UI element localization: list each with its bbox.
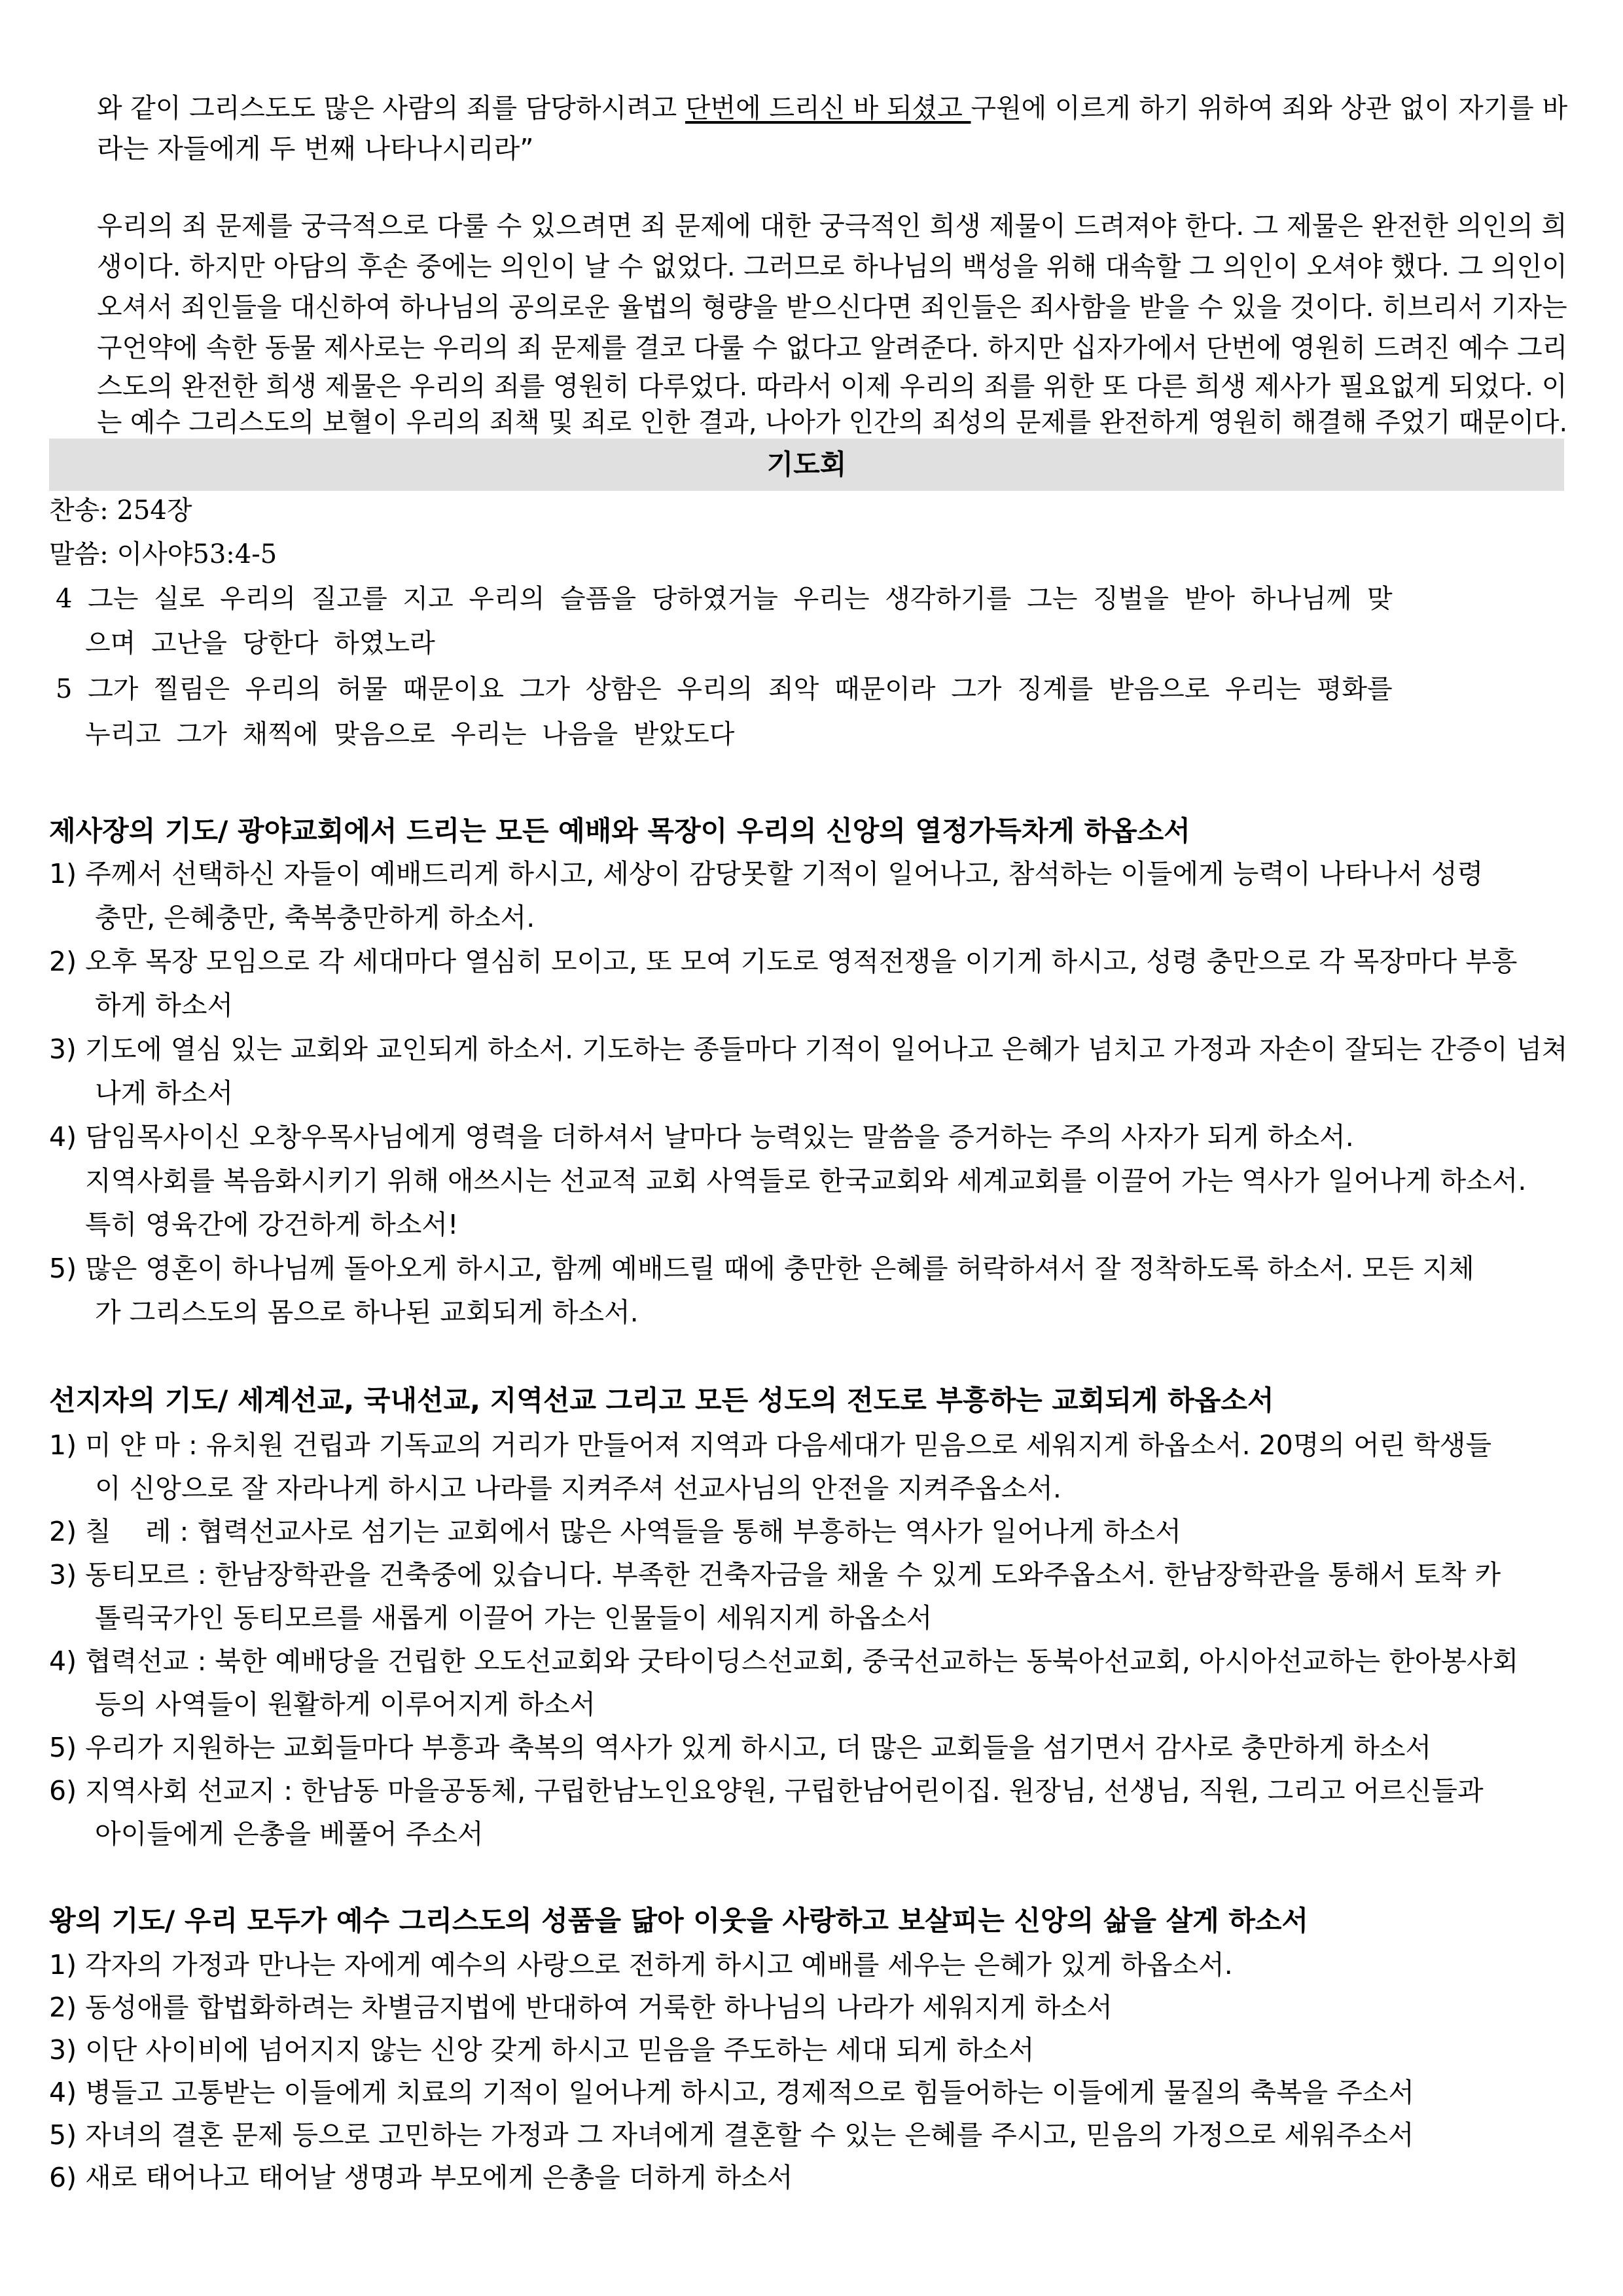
list-item: 4) 협력선교 : 북한 예배당을 건립한 오도선교회와 굿타이딩스선교회, 중국선교하는 동북아선교회, 아시아선교하는 한아봉사회: [49, 1645, 1519, 1677]
list-item: 나게 하소서: [95, 1077, 234, 1109]
verse-line: 누리고 그가 채찍에 맞음으로 우리는 나음을 받았도다: [85, 719, 735, 749]
list-item: 1) 각자의 가정과 만나는 자에게 예수의 사랑으로 전하게 하시고 예배를 세우는 은혜가 있게 하옵소서.: [49, 1949, 1233, 1981]
verse-line: 으며 고난을 당한다 하였노라: [85, 628, 435, 658]
list-item: 4) 병들고 고통받는 이들에게 치료의 기적이 일어나게 하시고, 경제적으로 힘들어하는 이들에게 물질의 축복을 주소서: [49, 2077, 1415, 2108]
list-item: 5) 많은 영혼이 하나님께 돌아오게 하시고, 함께 예배드릴 때에 충만한 은혜를 허락하셔서 잘 정착하도록 하소서. 모든 지체: [49, 1253, 1474, 1284]
scripture-reference: 말씀: 이사야53:4-5: [49, 539, 277, 569]
paragraph-line: 구언약에 속한 동물 제사로는 우리의 죄 문제를 결코 다룰 수 없다고 알려준다. 하지만 십자가에서 단번에 영원히 드려진 예수 그리: [97, 332, 1568, 363]
paragraph-line: 오셔서 죄인들을 대신하여 하나님의 공의로운 율법의 형량을 받으신다면 죄인들은 죄사함을 받을 수 있을 것이다. 히브리서 기자는: [97, 291, 1567, 323]
list-item: 지역사회를 복음화시키기 위해 애쓰시는 선교적 교회 사역들로 한국교회와 세계교회를 이끌어 가는 역사가 일어나게 하소서.: [85, 1165, 1527, 1196]
list-item: 1) 주께서 선택하신 자들이 예배드리게 하시고, 세상이 감당못할 기적이 일어나고, 참석하는 이들에게 능력이 나타나서 성령: [49, 858, 1484, 889]
hymn-line: 찬송: 254장: [49, 495, 192, 526]
intro-line-2: 라는 자들에게 두 번째 나타나시리라”: [97, 133, 534, 164]
list-item: 6) 지역사회 선교지 : 한남동 마을공동체, 구립한남노인요양원, 구립한남어린이집. 원장님, 선생님, 직원, 그리고 어르신들과: [49, 1775, 1484, 1806]
list-item: 2) 동성애를 합법화하려는 차별금지법에 반대하여 거룩한 하나님의 나라가 세워지게 하소서: [49, 1992, 1113, 2023]
verse-line: 4 그는 실로 우리의 질고를 지고 우리의 슬픔을 당하였거늘 우리는 생각하기를 그는 징벌을 받아 하나님께 맞: [56, 584, 1393, 614]
priest-prayer-heading: 제사장의 기도/ 광야교회에서 드리는 모든 예배와 목장이 우리의 신앙의 열정가득차게 하옵소서: [49, 815, 1190, 847]
paragraph-line: 는 예수 그리스도의 보혈이 우리의 죄책 및 죄로 인한 결과, 나아가 인간의 죄성의 문제를 완전하게 영원히 해결해 주었기 때문이다.: [97, 406, 1568, 438]
intro-line-1: [97, 88, 1567, 128]
list-item: 특히 영육간에 강건하게 하소서!: [85, 1209, 459, 1240]
paragraph-line: 우리의 죄 문제를 궁극적으로 다룰 수 있으려면 죄 문제에 대한 궁극적인 희생 제물이 드려져야 한다. 그 제물은 완전한 의인의 희: [97, 210, 1567, 242]
list-item: 등의 사역들이 원활하게 이루어지게 하소서: [95, 1689, 596, 1720]
list-item: 6) 새로 태어나고 태어날 생명과 부모에게 은총을 더하게 하소서: [49, 2162, 793, 2193]
list-item: 5) 자녀의 결혼 문제 등으로 고민하는 가정과 그 자녀에게 결혼할 수 있는 은혜를 주시고, 믿음의 가정으로 세워주소서: [49, 2119, 1414, 2151]
list-item: 가 그리스도의 몸으로 하나된 교회되게 하소서.: [95, 1297, 639, 1328]
paragraph-line: 생이다. 하지만 아담의 후손 중에는 의인이 날 수 없었다. 그러므로 하나님의 백성을 위해 대속할 그 의인이 오셔야 했다. 그 의인이: [97, 251, 1567, 282]
intro-line-1-text: 와 같이 그리스도도 많은 사람의 죄를 담당하시려고: [97, 92, 685, 124]
list-item: 2) 칠 레 : 협력선교사로 섬기는 교회에서 많은 사역들을 통해 부흥하는 역사가 일어나게 하소서: [49, 1516, 1181, 1547]
verse-line: 5 그가 찔림은 우리의 허물 때문이요 그가 상함은 우리의 죄악 때문이라 그가 징계를 받음으로 우리는 평화를: [56, 674, 1393, 704]
list-item: 3) 동티모르 : 한남장학관을 건축중에 있습니다. 부족한 건축자금을 채울 수 있게 도와주옵소서. 한남장학관을 통해서 토착 카: [49, 1559, 1501, 1590]
list-item: 이 신앙으로 잘 자라나게 하시고 나라를 지켜주셔 선교사님의 안전을 지켜주옵소서.: [95, 1473, 1061, 1504]
list-item: 3) 이단 사이비에 넘어지지 않는 신앙 갖게 하시고 믿음을 주도하는 세대 되게 하소서: [49, 2034, 1035, 2066]
list-item: 3) 기도에 열심 있는 교회와 교인되게 하소서. 기도하는 종들마다 기적이 일어나고 은혜가 넘치고 가정과 자손이 잘되는 간증이 넘쳐: [49, 1033, 1568, 1065]
intro-line-1-end: 구원에 이르게 하기 위하여 죄와 상관 없이 자기를 바: [971, 92, 1568, 124]
list-item: 충만, 은혜충만, 축복충만하게 하소서.: [95, 902, 535, 933]
section-title-band: [49, 439, 1564, 491]
paragraph-line: 스도의 완전한 희생 제물은 우리의 죄를 영원히 다루었다. 따라서 이제 우리의 죄를 위한 또 다른 희생 제사가 필요없게 되었다. 이: [97, 370, 1567, 402]
list-item: 톨릭국가인 동티모르를 새롭게 이끌어 가는 인물들이 세워지게 하옵소서: [95, 1602, 933, 1634]
list-item: 2) 오후 목장 모임으로 각 세대마다 열심히 모이고, 또 모여 기도로 영적전쟁을 이기게 하시고, 성령 충만으로 각 목장마다 부흥: [49, 946, 1518, 977]
section-title: 기도회: [766, 448, 847, 480]
prophet-prayer-heading: 선지자의 기도/ 세계선교, 국내선교, 지역선교 그리고 모든 성도의 전도로 부흥하는 교회되게 하옵소서: [49, 1384, 1274, 1416]
list-item: 하게 하소서: [95, 990, 234, 1021]
list-item: 아이들에게 은총을 베풀어 주소서: [95, 1818, 484, 1850]
list-item: 5) 우리가 지원하는 교회들마다 부흥과 축복의 역사가 있게 하시고, 더 많은 교회들을 섬기면서 감사로 충만하게 하소서: [49, 1732, 1432, 1763]
list-item: 4) 담임목사이신 오창우목사님에게 영력을 더하셔서 날마다 능력있는 말씀을 증거하는 주의 사자가 되게 하소서.: [49, 1121, 1354, 1153]
king-prayer-heading: 왕의 기도/ 우리 모두가 예수 그리스도의 성품을 닮아 이웃을 사랑하고 보살피는 신앙의 삶을 살게 하소서: [49, 1905, 1309, 1937]
list-item: 1) 미 얀 마 : 유치원 건립과 기독교의 거리가 만들어져 지역과 다음세대가 믿음으로 세워지게 하옵소서. 20명의 어린 학생들: [49, 1429, 1492, 1461]
underlined-phrase: 단번에 드리신 바 되셨고: [685, 92, 971, 124]
